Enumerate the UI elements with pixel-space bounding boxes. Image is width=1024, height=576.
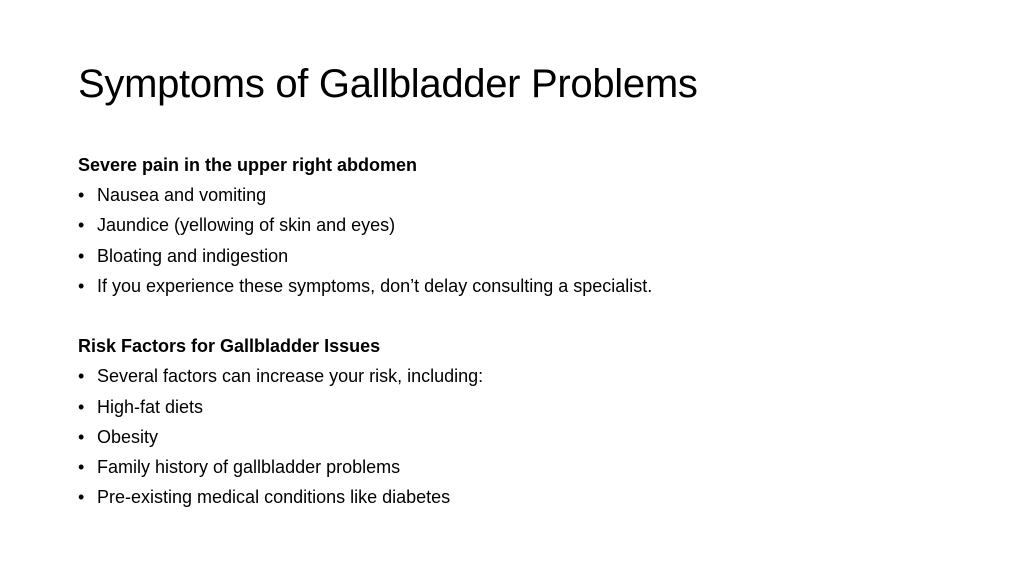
list-item — [78, 452, 978, 482]
bullet-icon: • — [78, 457, 85, 478]
bullet-text: Several factors can increase your risk, including: — [97, 366, 484, 387]
bullet-icon: • — [78, 366, 85, 387]
bullet-text: Family history of gallbladder problems — [97, 457, 401, 478]
list-item — [78, 180, 978, 210]
bullet-icon: • — [78, 487, 85, 508]
list-item — [78, 422, 978, 452]
slide-title: Symptoms of Gallbladder Problems — [78, 62, 698, 106]
section-heading-symptoms: Severe pain in the upper right abdomen — [78, 155, 418, 175]
bullet-text: Pre-existing medical conditions like diabetes — [97, 487, 451, 508]
bullet-text: Obesity — [97, 426, 159, 447]
bullet-icon: • — [78, 426, 85, 447]
bullet-list-risk-factors — [78, 361, 978, 512]
list-item — [78, 392, 978, 422]
list-item — [78, 271, 978, 301]
section-heading-risk-factors: Risk Factors for Gallbladder Issues — [78, 336, 381, 357]
bullet-text: Bloating and indigestion — [97, 245, 289, 266]
bullet-text: If you experience these symptoms, don’t delay consulting a specialist. — [97, 275, 653, 296]
bullet-icon: • — [78, 245, 85, 266]
list-item — [78, 361, 978, 391]
slide-body — [78, 150, 978, 512]
bullet-icon: • — [78, 215, 85, 236]
bullet-text: Jaundice (yellowing of skin and eyes) — [97, 215, 396, 236]
section-spacer — [78, 301, 978, 331]
bullet-text: Nausea and vomiting — [97, 185, 267, 206]
list-item — [78, 482, 978, 512]
list-item — [78, 210, 978, 240]
bullet-icon: • — [78, 185, 85, 206]
list-item — [78, 241, 978, 271]
bullet-list-symptoms — [78, 180, 978, 301]
bullet-icon: • — [78, 275, 85, 296]
bullet-icon: • — [78, 396, 85, 417]
bullet-text: High-fat diets — [97, 396, 204, 417]
